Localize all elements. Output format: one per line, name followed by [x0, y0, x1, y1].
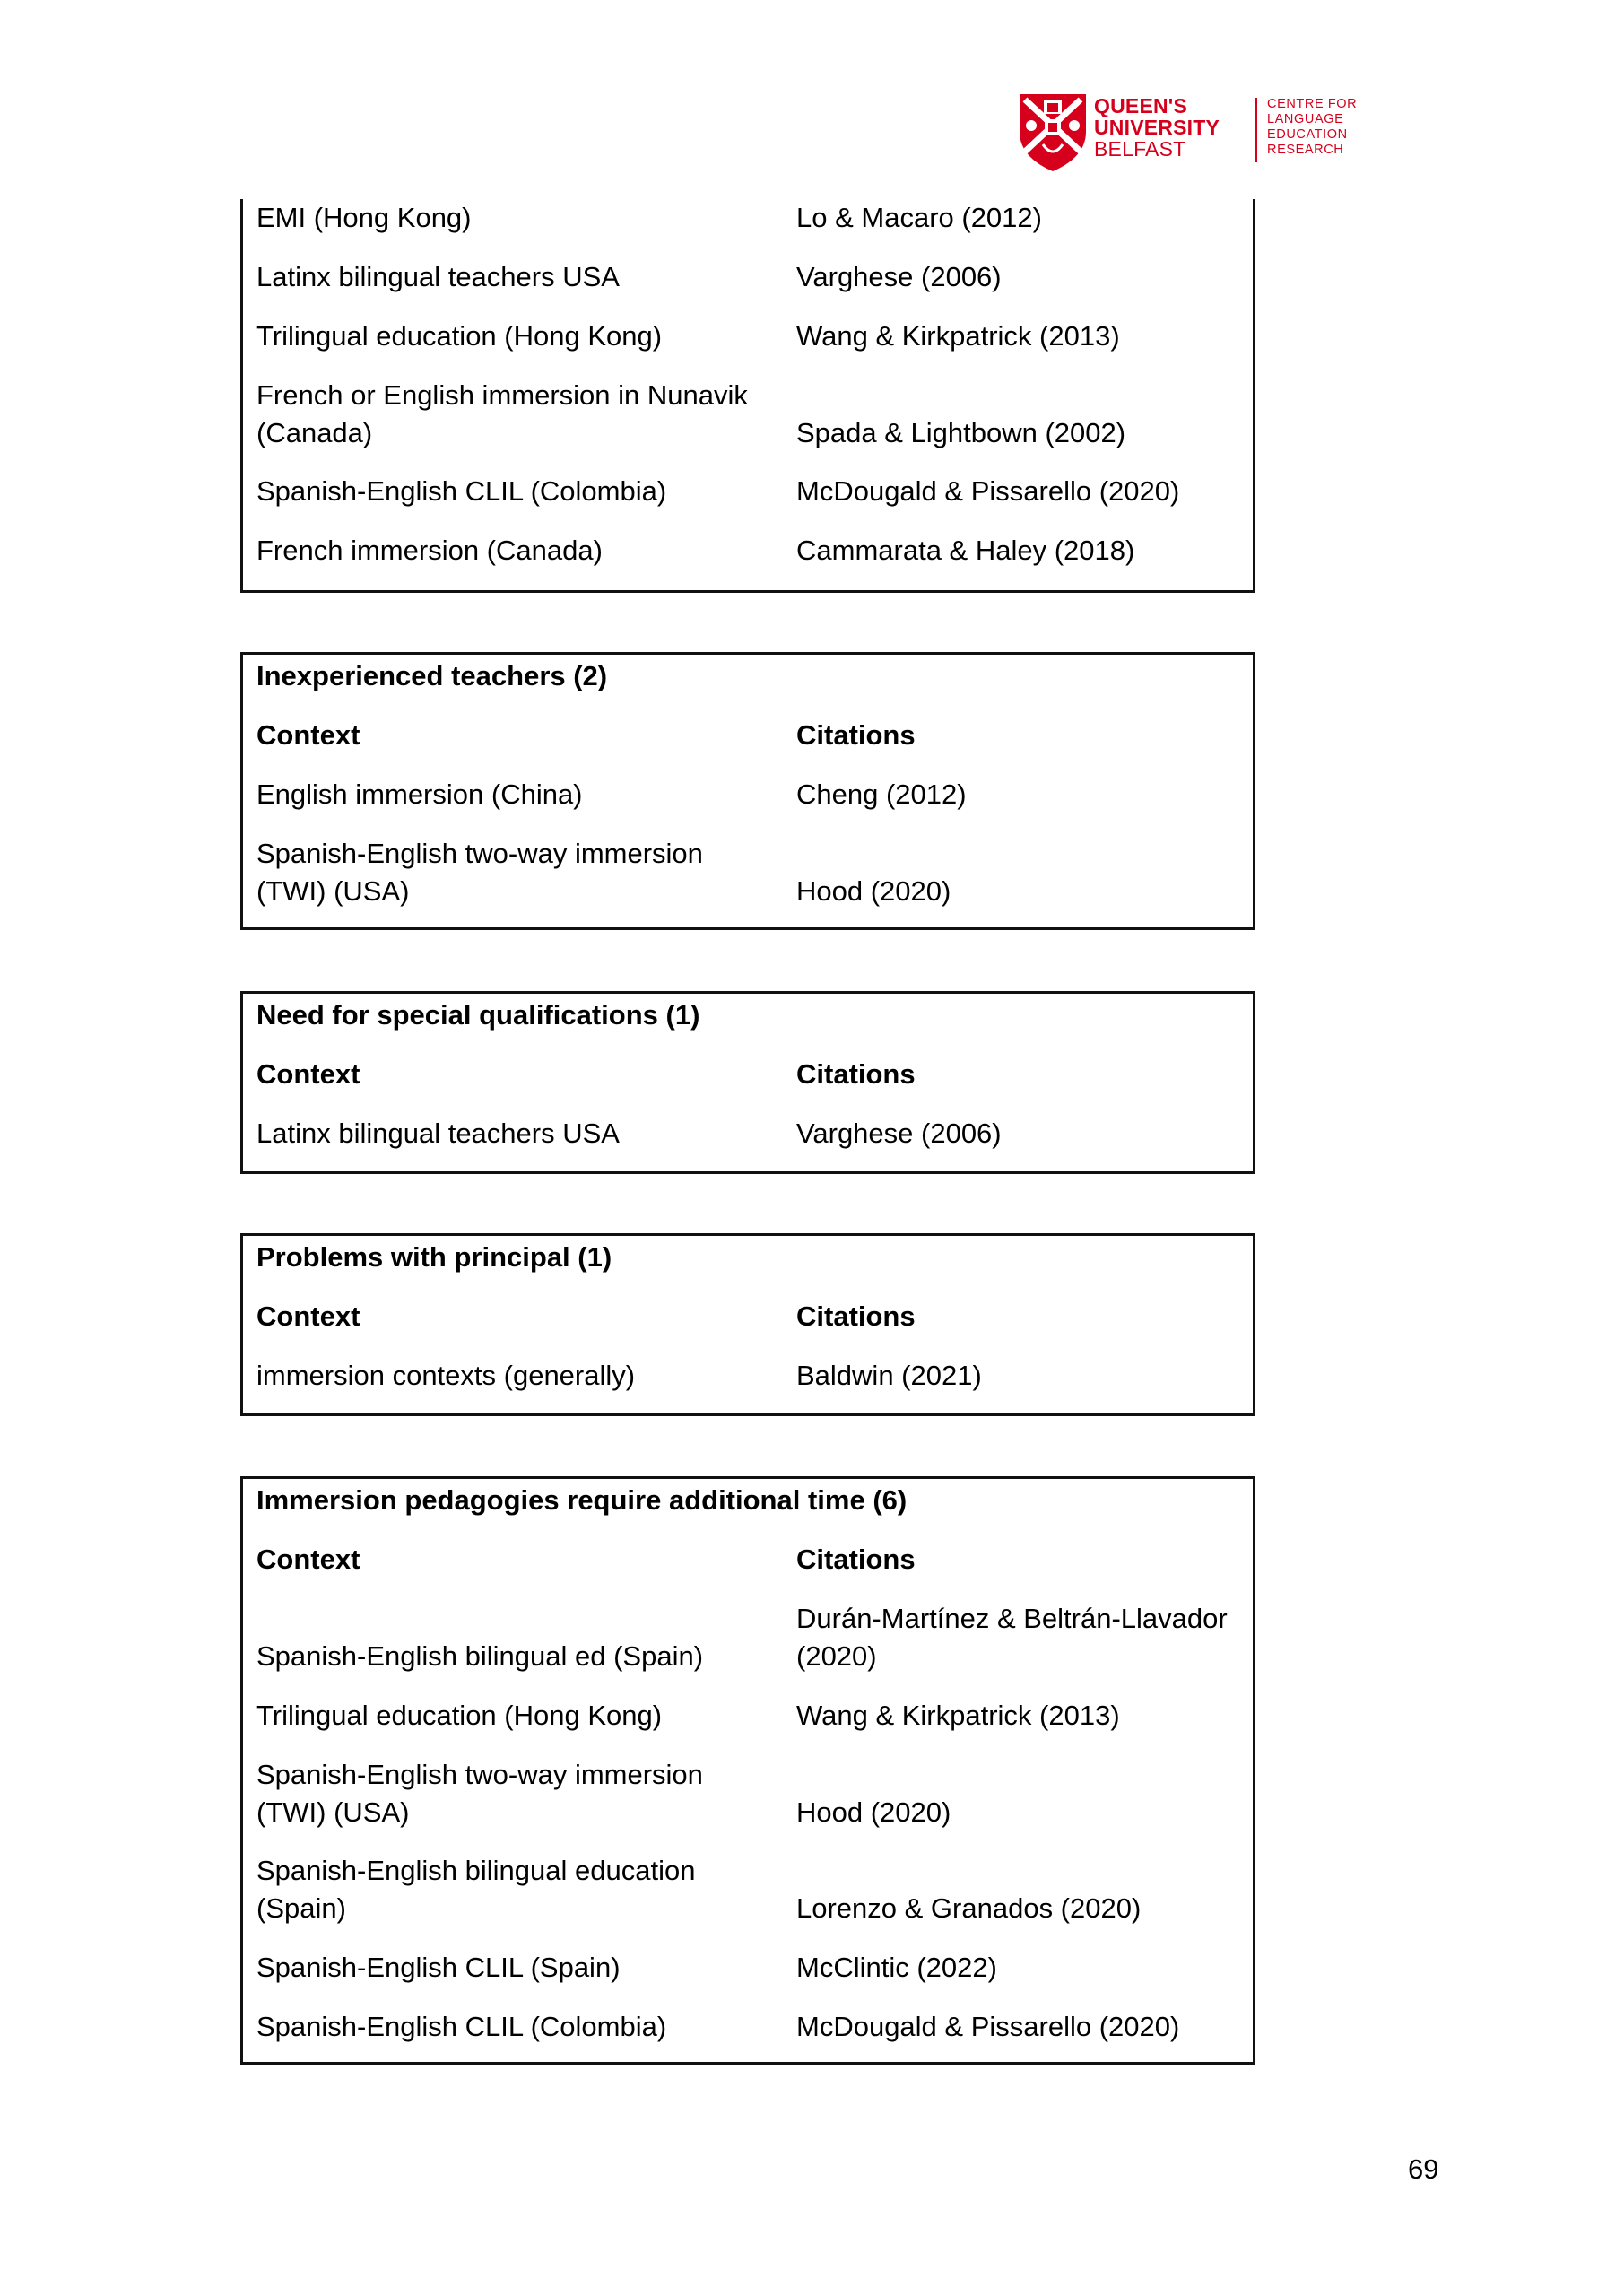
context-line: (TWI) (USA) — [256, 875, 410, 907]
citation-cell: Lorenzo & Granados (2020) — [796, 1892, 1142, 1924]
citation-line: (2020) — [796, 1640, 877, 1672]
context-cell: Spanish-English bilingual ed (Spain) — [256, 1640, 704, 1672]
logo-divider — [1255, 98, 1257, 162]
context-cell — [256, 1852, 786, 1927]
citation-cell: McDougald & Pissarello (2020) — [796, 2011, 1180, 2042]
table-title: Problems with principal (1) — [256, 1241, 612, 1273]
context-cell — [256, 377, 786, 452]
citations-header: Citations — [796, 1544, 916, 1575]
context-cell: Trilingual education (Hong Kong) — [256, 1700, 663, 1731]
context-cell: Spanish-English CLIL (Colombia) — [256, 475, 667, 507]
context-cell: English immersion (China) — [256, 778, 583, 810]
citations-header: Citations — [796, 1300, 916, 1332]
citation-cell: Lo & Macaro (2012) — [796, 202, 1042, 233]
table-inexperienced-teachers — [240, 652, 1255, 930]
context-cell: Spanish-English CLIL (Colombia) — [256, 2011, 667, 2042]
context-cell — [256, 835, 786, 910]
context-line: (Canada) — [256, 417, 373, 448]
citation-cell — [796, 1600, 1245, 1675]
context-cell: EMI (Hong Kong) — [256, 202, 472, 233]
context-line: (Spain) — [256, 1892, 346, 1924]
citation-cell: Baldwin (2021) — [796, 1360, 982, 1391]
table-continued — [240, 199, 1255, 593]
context-cell: Latinx bilingual teachers USA — [256, 261, 620, 292]
centre-line-4: RESEARCH — [1267, 143, 1344, 157]
citation-line: Durán-Martínez & Beltrán-Llavador — [796, 1603, 1228, 1634]
citation-cell: Varghese (2006) — [796, 1118, 1002, 1149]
citation-cell: Wang & Kirkpatrick (2013) — [796, 1700, 1120, 1731]
context-line: (TWI) (USA) — [256, 1796, 410, 1828]
citation-cell: Wang & Kirkpatrick (2013) — [796, 320, 1120, 352]
logo-line-1: QUEEN'S — [1094, 94, 1188, 117]
context-cell: Trilingual education (Hong Kong) — [256, 320, 663, 352]
context-cell: Spanish-English CLIL (Spain) — [256, 1952, 621, 1983]
context-header: Context — [256, 719, 360, 751]
centre-name — [1267, 97, 1357, 158]
logo-line-2: UNIVERSITY — [1094, 116, 1220, 139]
citations-header: Citations — [796, 1058, 916, 1090]
table-special-qualifications — [240, 991, 1255, 1174]
context-cell — [256, 1756, 786, 1831]
university-logo — [1018, 92, 1359, 173]
centre-line-1: CENTRE FOR — [1267, 97, 1358, 111]
context-header: Context — [256, 1058, 360, 1090]
citation-cell: Varghese (2006) — [796, 261, 1002, 292]
table-additional-time — [240, 1476, 1255, 2065]
logo-line-3: BELFAST — [1094, 137, 1186, 161]
context-cell: immersion contexts (generally) — [256, 1360, 636, 1391]
citation-cell: Cheng (2012) — [796, 778, 967, 810]
centre-line-2: LANGUAGE — [1267, 112, 1344, 126]
citation-cell: Hood (2020) — [796, 875, 951, 907]
table-problems-principal — [240, 1233, 1255, 1416]
context-line: Spanish-English two-way immersion — [256, 838, 703, 869]
context-header: Context — [256, 1544, 360, 1575]
table-title: Immersion pedagogies require additional time (6) — [256, 1484, 908, 1516]
citation-cell: Spada & Lightbown (2002) — [796, 417, 1126, 448]
centre-line-3: EDUCATION — [1267, 127, 1348, 142]
citation-cell: Hood (2020) — [796, 1796, 951, 1828]
context-line: Spanish-English two-way immersion — [256, 1759, 703, 1790]
citations-header: Citations — [796, 719, 916, 751]
table-title: Inexperienced teachers (2) — [256, 660, 608, 691]
context-cell: French immersion (Canada) — [256, 535, 603, 566]
context-cell: Latinx bilingual teachers USA — [256, 1118, 620, 1149]
citation-cell: Cammarata & Haley (2018) — [796, 535, 1135, 566]
context-header: Context — [256, 1300, 360, 1332]
university-crest-icon — [1018, 92, 1088, 173]
context-line: Spanish-English bilingual education — [256, 1855, 696, 1886]
table-title: Need for special qualifications (1) — [256, 999, 700, 1031]
context-line: French or English immersion in Nunavik — [256, 379, 748, 411]
citation-cell: McClintic (2022) — [796, 1952, 997, 1983]
citation-cell: McDougald & Pissarello (2020) — [796, 475, 1180, 507]
page-number: 69 — [1408, 2153, 1439, 2185]
university-name — [1094, 95, 1220, 160]
